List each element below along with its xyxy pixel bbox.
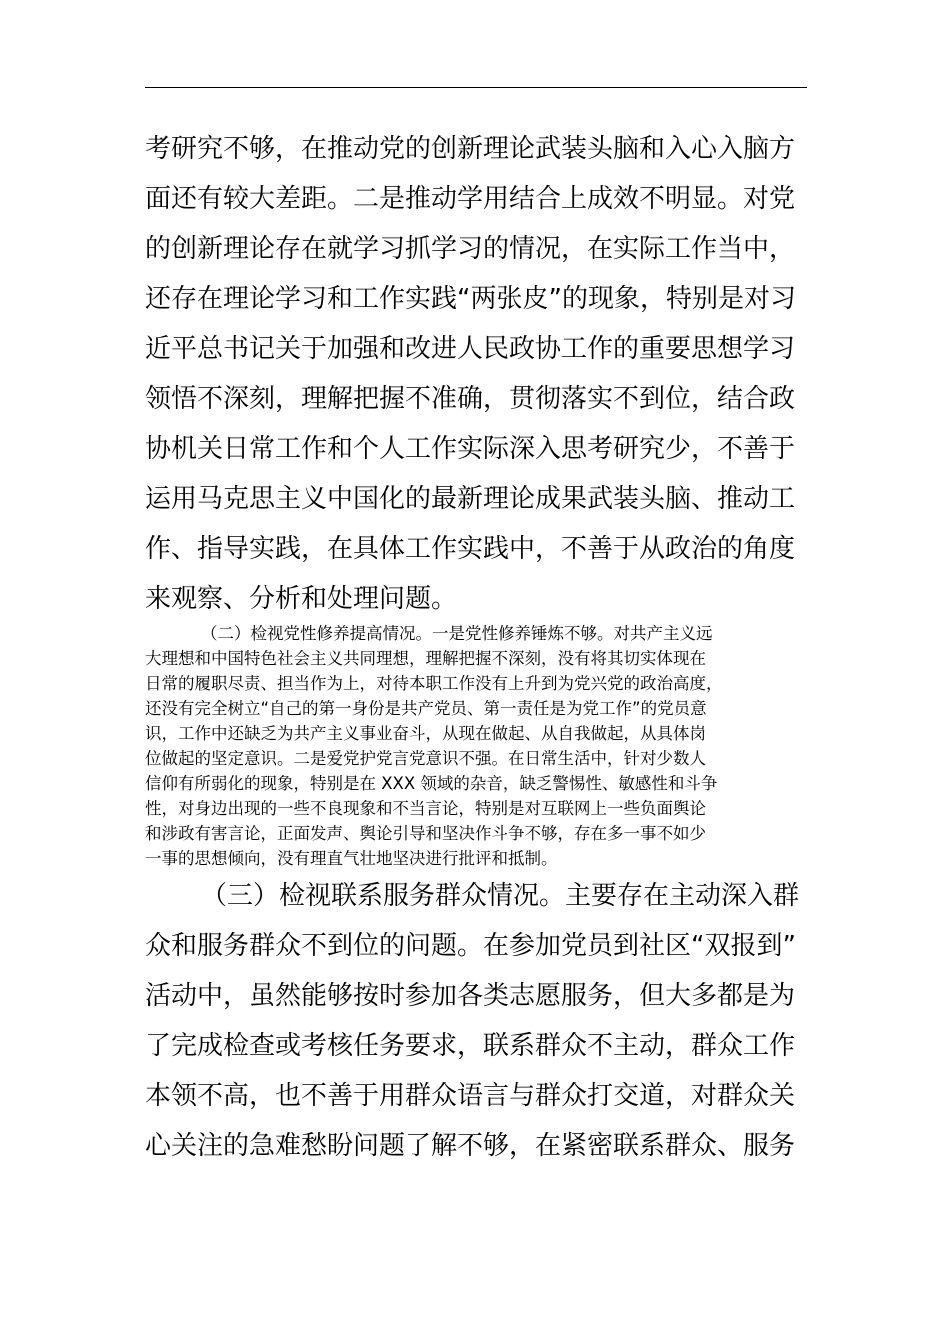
header-rule xyxy=(145,87,807,88)
text-line: 众和服务群众不到位的问题。在参加党员到社区“双报到” xyxy=(145,931,796,961)
text-line: 的创新理论存在就学习抓学习的情况，在实际工作当中， xyxy=(145,234,796,264)
text-line: 来观察、分析和处理问题。 xyxy=(145,584,458,614)
text-line: 信仰有所弱化的现象，特别是在 XXX 领域的杂音，缺乏警惕性、敏感性和斗争 xyxy=(145,774,718,793)
text-line: 作、指导实践，在具体工作实践中，不善于从政治的角度 xyxy=(145,534,796,564)
text-line: （二）检视党性修养提高情况。一是党性修养锤炼不够。对共产主义远 xyxy=(201,624,713,643)
paragraph-section-1 xyxy=(145,124,807,624)
text-line: 心关注的急难愁盼问题了解不够，在紧密联系群众、服务 xyxy=(145,1131,796,1161)
text-line: 领悟不深刻，理解把握不准确，贯彻落实不到位，结合政 xyxy=(145,384,796,414)
text-line: 运用马克思主义中国化的最新理论成果武装头脑、推动工 xyxy=(145,484,796,514)
text-line: 协机关日常工作和个人工作实际深入思考研究少，不善于 xyxy=(145,434,796,464)
text-line: 活动中，虽然能够按时参加各类志愿服务，但大多都是为 xyxy=(145,981,796,1011)
text-line: 还没有完全树立“自己的第一身份是共产党员、第一责任是为党工作”的党员意 xyxy=(145,699,707,718)
paragraph-section-2 xyxy=(145,621,815,871)
paragraph-section-3 xyxy=(145,871,807,1171)
text-line: 位做起的坚定意识。二是爱党护党言党意识不强。在日常生活中，针对少数人 xyxy=(145,749,706,768)
text-line: 本领不高，也不善于用群众语言与群众打交道，对群众关 xyxy=(145,1081,796,1111)
text-line: 考研究不够，在推动党的创新理论武装头脑和入心入脑方 xyxy=(145,134,796,164)
text-line: （三）检视联系服务群众情况。主要存在主动深入群 xyxy=(201,881,800,911)
text-line: 还存在理论学习和工作实践“两张皮”的现象，特别是对习 xyxy=(145,284,796,314)
text-line: 识，工作中还缺乏为共产主义事业奋斗，从现在做起、从自我做起，从具体岗 xyxy=(145,724,706,743)
text-line: 面还有较大差距。二是推动学用结合上成效不明显。对党 xyxy=(145,184,796,214)
text-line: 近平总书记关于加强和改进人民政协工作的重要思想学习 xyxy=(145,334,796,364)
text-line: 了完成检查或考核任务要求，联系群众不主动，群众工作 xyxy=(145,1031,796,1061)
text-line: 日常的履职尽责、担当作为上，对待本职工作没有上升到为党兴党的政治高度， xyxy=(145,674,723,693)
text-line: 大理想和中国特色社会主义共同理想，理解把握不深刻，没有将其切实体现在 xyxy=(145,649,706,668)
text-line: 和涉政有害言论，正面发声、舆论引导和坚决作斗争不够，存在多一事不如少 xyxy=(145,824,706,843)
text-line: 性，对身边出现的一些不良现象和不当言论，特别是对互联网上一些负面舆论 xyxy=(145,799,706,818)
text-line: 一事的思想倾向，没有理直气壮地坚决进行批评和抵制。 xyxy=(145,849,558,868)
